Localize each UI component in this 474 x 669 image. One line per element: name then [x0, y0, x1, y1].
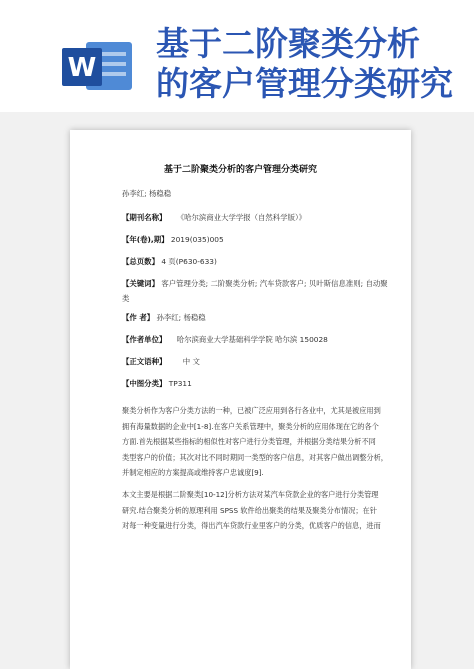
field-language: [122, 356, 200, 367]
paragraph-line: 对每一种变量进行分类，得出汽车贷款行业里客户的分类，优质客户的信息，进而: [122, 521, 381, 531]
field-keywords-continuation: 类: [122, 294, 130, 303]
paragraph-line: 研究.结合聚类分析的原理利用 SPSS 软件给出聚类的结果及聚类分布情况；在针: [122, 505, 377, 515]
field-value: 4 页(P630-633): [161, 257, 217, 266]
title-line-2: 的客户管理分类研究: [156, 64, 453, 103]
field-label: 【中图分类】: [122, 379, 167, 388]
paragraph-line: 本文主要是根据二阶聚类[10-12]分析方法对某汽车贷款企业的客户进行分类管理: [122, 490, 379, 499]
field-label: 【作者单位】: [122, 335, 167, 344]
document-title: 基于二阶聚类分析的客户管理分类研究: [163, 165, 317, 175]
header-banner: [0, 0, 474, 112]
paragraph-line: 类型客户的价值；其次对比不同时期同一类型的客户信息，对其客户做出调整分析，: [122, 452, 388, 462]
field-label: 【关键词】: [122, 279, 159, 288]
field-value: TP311: [168, 379, 192, 388]
field-value: 哈尔滨商业大学基础科学学院 哈尔滨 150028: [176, 335, 328, 344]
field-label: 【正文语种】: [122, 357, 167, 366]
word-document-icon: [62, 38, 136, 94]
field-label: 【作 者】: [122, 313, 155, 322]
authors-line: 孙李红; 杨稳稳: [122, 189, 172, 198]
paragraph-line: 并制定相应的方案提高或维持客户忠诚度[9].: [122, 468, 264, 478]
field-label: 【期刊名称】: [122, 213, 167, 222]
body-paragraph-2: [122, 487, 392, 534]
field-keywords: [122, 278, 388, 289]
field-volume: [122, 234, 224, 245]
logo-letter: W: [67, 53, 97, 83]
field-value: 2019(035)005: [170, 235, 224, 244]
field-authors: [122, 312, 206, 323]
field-pages: [122, 256, 217, 267]
paragraph-line: 拥有海量数据的企业中[1-8].在客户关系管理中，聚类分析的应用体现在它的各个: [122, 421, 379, 431]
field-classification: [122, 378, 192, 389]
field-value: 中 文: [182, 357, 200, 366]
field-affiliation: [122, 334, 328, 345]
field-value: 客户管理分类; 二阶聚类分析; 汽车贷款客户; 贝叶斯信息准则; 自动聚: [161, 279, 388, 288]
field-value: 孙李红; 杨稳稳: [156, 313, 206, 322]
title-line-1: 基于二阶聚类分析: [156, 24, 420, 63]
field-journal: [122, 212, 306, 223]
paragraph-line: 方面.首先根据某些指标的相似性对客户进行分类管理，并根据分类结果分析不同: [122, 437, 376, 447]
field-label: 【年(卷),期】: [122, 235, 169, 244]
document-page: [70, 130, 411, 669]
field-label: 【总页数】: [122, 257, 159, 266]
field-value: 《哈尔滨商业大学学报（自然科学版）》: [176, 213, 307, 222]
paragraph-line: 聚类分析作为客户分类方法的一种，已被广泛应用到各行各业中，尤其是被应用到: [122, 406, 381, 415]
body-paragraph-1: [122, 403, 392, 481]
page-title: [156, 24, 456, 104]
